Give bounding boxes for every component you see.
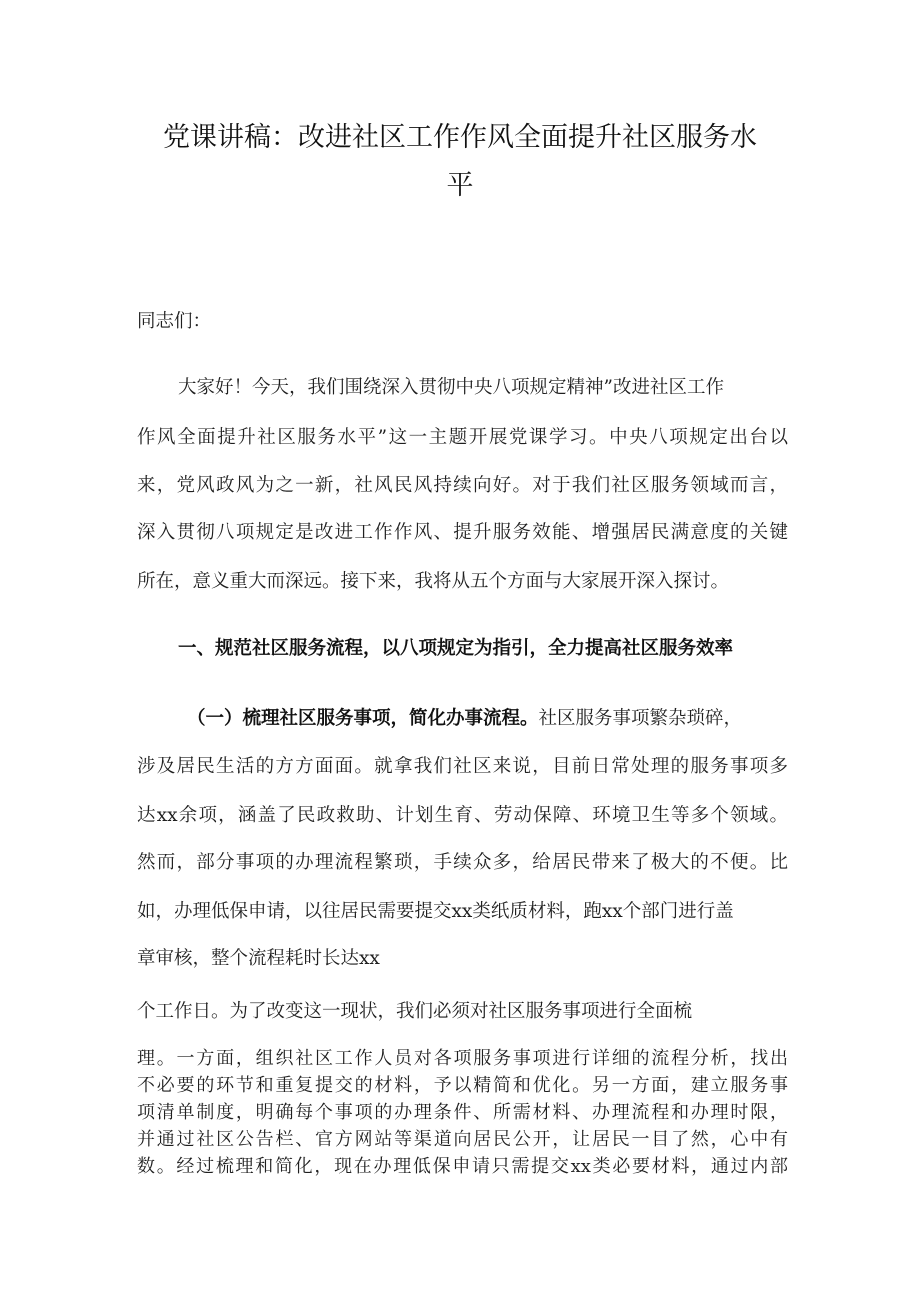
subsection-line-5: 如，办理低保申请，以往居民需要提交xx类纸质材料，跑xx个部门进行盖 xyxy=(137,901,734,922)
section-heading: 一、规范社区服务流程，以八项规定为指引，全力提高社区服务效率 xyxy=(178,638,734,659)
subsection-line-2: 涉及居民生活的方方面面。就拿我们社区来说，目前日常处理的服务事项多 xyxy=(137,756,788,777)
subsection-line-4: 然而，部分事项的办理流程繁琐，手续众多，给居民带来了极大的不便。比 xyxy=(137,852,788,873)
subsection-line-6: 章审核，整个流程耗时长达xx xyxy=(137,948,380,969)
dense-line-2: 不必要的环节和重复提交的材料，予以精简和优化。另一方面，建立服务事 xyxy=(137,1075,788,1096)
intro-line-5: 所在，意义重大而深远。接下来，我将从五个方面与大家展开深入探讨。 xyxy=(137,571,730,592)
dense-line-4: 并通过社区公告栏、官方网站等渠道向居民公开，让居民一目了然，心中有 xyxy=(137,1129,788,1150)
intro-line-2: 作风全面提升社区服务水平”这一主题开展党课学习。中央八项规定出台以 xyxy=(137,427,788,448)
intro-line-3: 来，党风政风为之一新，社风民风持续向好。对于我们社区服务领域而言， xyxy=(137,475,788,496)
subsection-line-3: 达xx余项，涵盖了民政救助、计划生育、劳动保障、环境卫生等多个领域。 xyxy=(137,805,788,826)
document-title: 党课讲稿：改进社区工作作风全面提升社区服务水平 xyxy=(163,122,757,201)
intro-line-1: 大家好！今天，我们围绕深入贯彻中央八项规定精神”改进社区工作 xyxy=(178,377,724,398)
dense-line-5: 数。经过梳理和简化，现在办理低保申请只需提交xx类必要材料，通过内部 xyxy=(137,1156,788,1177)
intro-line-4: 深入贯彻八项规定是改进工作作风、提升服务效能、增强居民满意度的关键 xyxy=(137,522,788,543)
continuation-line: 个工作日。为了改变这一现状，我们必须对社区服务事项进行全面梳 xyxy=(137,1001,693,1022)
subsection-line-1: 社区服务事项繁杂琐碎， xyxy=(538,708,743,729)
dense-line-1: 理。一方面，组织社区工作人员对各项服务事项进行详细的流程分析，找出 xyxy=(137,1048,788,1069)
subsection-first-line xyxy=(187,707,742,731)
salutation: 同志们： xyxy=(137,311,212,332)
subsection-heading: （一）梳理社区服务事项，简化办事流程。 xyxy=(187,708,539,729)
dense-line-3: 项清单制度，明确每个事项的办理条件、所需材料、办理流程和办理时限， xyxy=(137,1102,788,1123)
